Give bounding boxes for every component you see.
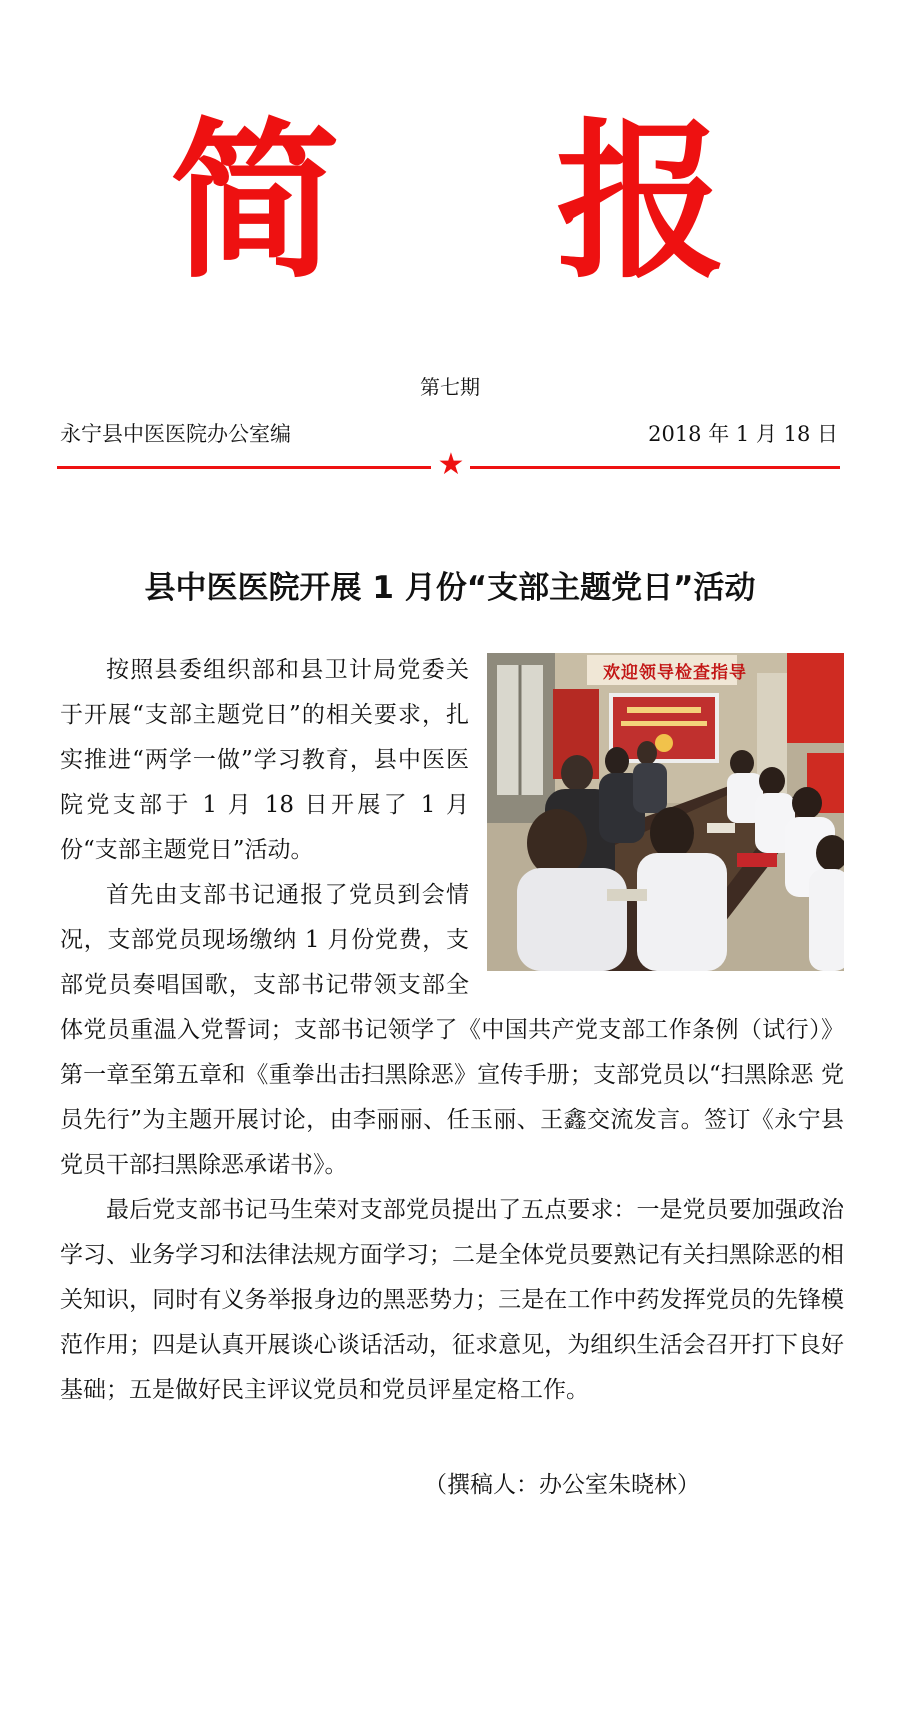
header-divider-right xyxy=(470,466,840,469)
issue-date: 2018 年 1 月 18 日 xyxy=(648,422,838,446)
header-divider-left xyxy=(57,466,431,469)
star-icon: ★ xyxy=(437,447,465,482)
masthead-char-jian: 简 xyxy=(170,104,341,302)
article-body xyxy=(60,648,844,1413)
article-paragraph: 最后党支部书记马生荣对支部党员提出了五点要求：一是党员要加强政治学习、业务学习和法律法规方面学习；二是全体党员要熟记有关扫黑除恶的相关知识，同时有义务举报身边的黑恶势力；三是在工作中药发挥党员的先锋模范作用；四是认真开展谈心谈话活动，征求意见，为组织生活会召开打下良好基础；五是做好民主评议党员和党员评星定格工作。 xyxy=(60,1197,844,1403)
issue-number: 第七期 xyxy=(420,375,480,399)
article-byline: （撰稿人：办公室朱晓林） xyxy=(424,1472,700,1498)
article-paragraph: 首先由支部书记通报了党员到会情况，支部党员现场缴纳 1 月份党费，支部党员奏唱国歌，支部书记带领支部全体党员重温入党誓词；支部书记领学了《中国共产党支部工作条例（试行）》第一章至第五章和《重拳出击扫黑除恶》宣传手册；支部党员以“扫黑除恶 党员先行”为主题开展讨论，由李丽丽、任玉丽、王鑫交流发言。签订《永宁县党员干部扫黑除恶承诺书》。 xyxy=(60,882,844,1178)
article-paragraph: 按照县委组织部和县卫计局党委关于开展“支部主题党日”的相关要求，扎实推进“两学一做”学习教育，县中医医院党支部于 1 月 18 日开展了 1 月份“支部主题党日”活动。 xyxy=(60,657,469,863)
meeting-photo-illustration xyxy=(487,653,844,971)
masthead-char-bao: 报 xyxy=(556,104,727,302)
photo-banner-text: 欢迎领导检查指导 xyxy=(603,663,747,683)
meeting-photo xyxy=(487,653,844,971)
publisher-line: 永宁县中医医院办公室编 xyxy=(60,422,291,446)
article-title: 县中医医院开展 1 月份“支部主题党日”活动 xyxy=(144,570,756,606)
